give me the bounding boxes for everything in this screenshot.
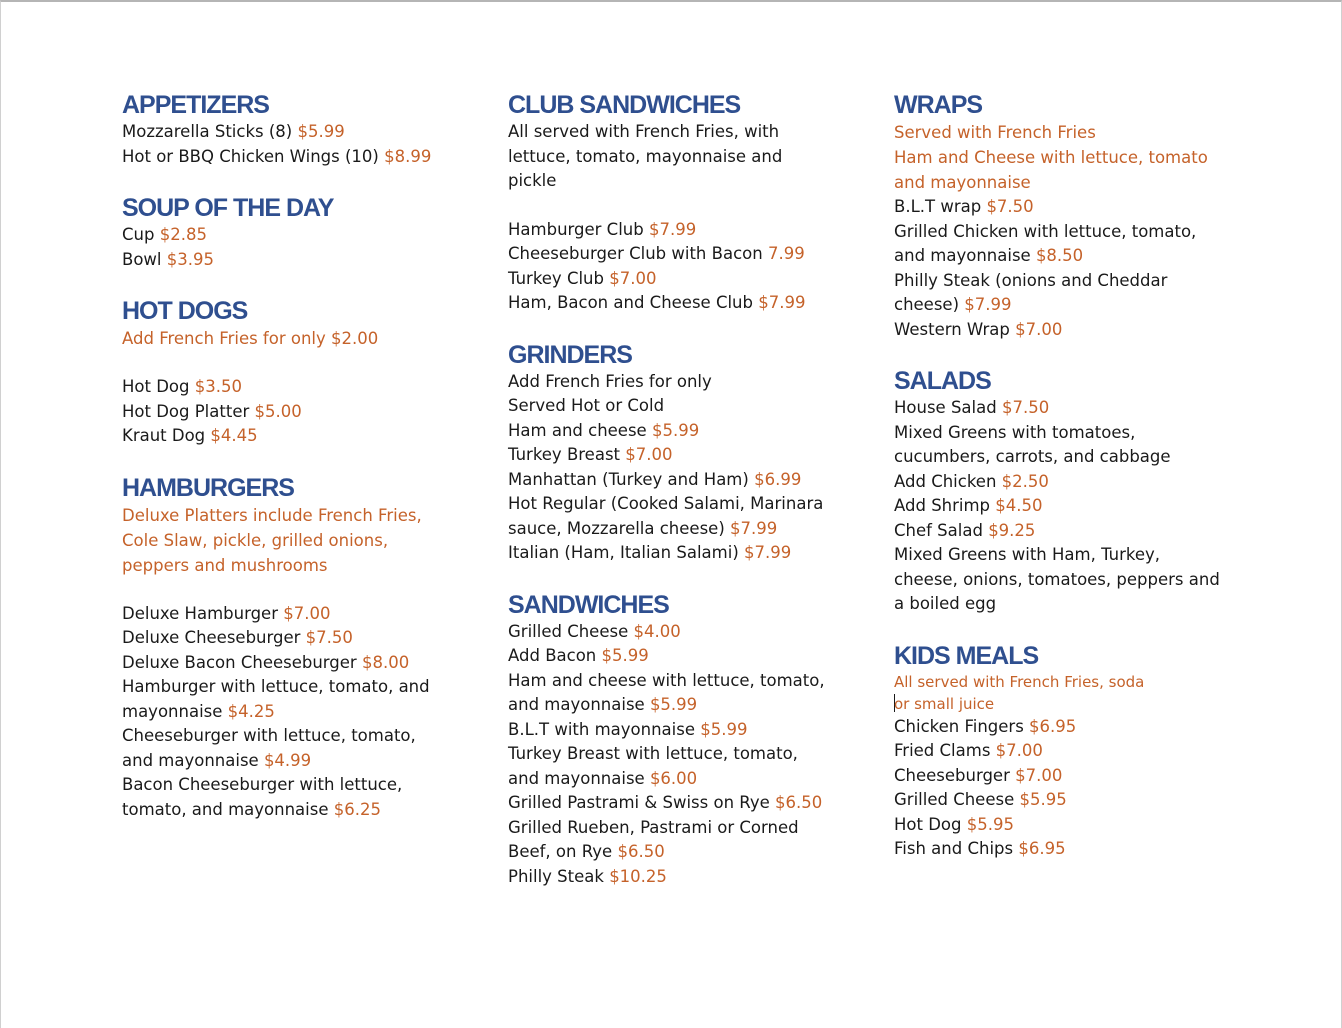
section-note bbox=[894, 693, 1244, 715]
menu-item bbox=[122, 749, 472, 774]
item-price: $5.99 bbox=[297, 122, 345, 141]
item-price: $7.50 bbox=[305, 628, 353, 647]
item-price: $4.45 bbox=[210, 426, 258, 445]
menu-item bbox=[894, 220, 1244, 245]
note-text: Ham and Cheese with lettuce, tomato bbox=[894, 148, 1208, 167]
menu-item bbox=[122, 120, 472, 145]
note-text: Served with French Fries bbox=[894, 123, 1096, 142]
menu-item bbox=[122, 773, 472, 798]
menu-item bbox=[122, 145, 472, 170]
item-price: $5.00 bbox=[254, 401, 302, 421]
item-price: $8.00 bbox=[361, 652, 410, 672]
menu-item bbox=[508, 242, 853, 267]
menu-section-soup-of-the-day bbox=[122, 193, 472, 272]
item-name: Grilled Rueben, Pastrami or Corned bbox=[508, 817, 799, 837]
item-price: $7.00 bbox=[283, 603, 331, 623]
item-name: Turkey Breast with lettuce, tomato, bbox=[508, 744, 798, 763]
item-name: Add French Fries for only bbox=[508, 371, 712, 391]
item-name: and mayonnaise bbox=[508, 695, 650, 714]
item-name: Grilled Cheese bbox=[508, 621, 634, 641]
menu-item bbox=[894, 396, 1244, 421]
menu-item bbox=[508, 541, 853, 566]
item-name: pickle bbox=[508, 171, 557, 190]
menu-item bbox=[508, 370, 853, 395]
menu-section-appetizers bbox=[122, 90, 472, 169]
item-price: $7.00 bbox=[609, 268, 657, 288]
section-heading: SANDWICHES bbox=[508, 590, 669, 619]
menu-item bbox=[508, 791, 853, 816]
menu-item bbox=[894, 715, 1244, 740]
section-heading: CLUB SANDWICHES bbox=[508, 91, 741, 119]
menu-item bbox=[894, 568, 1244, 593]
item-price: $5.99 bbox=[651, 420, 700, 440]
item-name: Served Hot or Cold bbox=[508, 396, 665, 415]
menu-item bbox=[508, 767, 853, 792]
menu-item bbox=[894, 739, 1244, 764]
item-price: $7.99 bbox=[744, 543, 792, 562]
item-price: $7.99 bbox=[964, 295, 1012, 314]
menu-item bbox=[894, 244, 1244, 269]
item-name: Chicken Fingers bbox=[894, 716, 1030, 736]
menu-item bbox=[894, 813, 1244, 838]
section-note bbox=[894, 145, 1244, 170]
menu-item bbox=[894, 445, 1244, 470]
menu-item bbox=[508, 693, 853, 718]
item-name: Grilled Cheese bbox=[894, 790, 1020, 809]
item-name: Add Shrimp bbox=[894, 496, 996, 515]
menu-item bbox=[508, 120, 853, 145]
item-name: and mayonnaise bbox=[894, 246, 1036, 265]
note-text: Cole Slaw, pickle, grilled onions, bbox=[122, 530, 389, 550]
menu-section-wraps bbox=[894, 90, 1244, 342]
menu-column-2 bbox=[508, 90, 853, 913]
menu-section-salads bbox=[894, 366, 1244, 617]
item-price: $2.85 bbox=[159, 225, 207, 244]
menu-item bbox=[894, 293, 1244, 318]
item-name: Kraut Dog bbox=[122, 426, 211, 445]
note-text: Deluxe Platters include French Fries, bbox=[122, 505, 422, 525]
item-name: Turkey Breast bbox=[508, 445, 626, 464]
menu-item bbox=[122, 675, 472, 700]
menu-item bbox=[508, 145, 853, 170]
item-name: Grilled Chicken with lettuce, tomato, bbox=[894, 221, 1197, 241]
item-name: Fried Clams bbox=[894, 741, 996, 760]
section-note bbox=[122, 528, 472, 553]
item-name: Hot Dog Platter bbox=[122, 401, 255, 421]
item-name: Philly Steak bbox=[508, 866, 610, 886]
item-name: Bacon Cheeseburger with lettuce, bbox=[122, 775, 403, 794]
item-name: Add Chicken bbox=[894, 471, 1002, 491]
menu-item bbox=[894, 269, 1244, 294]
item-name: Mozzarella Sticks (8) bbox=[122, 122, 298, 141]
spacer bbox=[122, 351, 472, 375]
item-name: Philly Steak (onions and Cheddar bbox=[894, 270, 1168, 290]
item-price: $7.99 bbox=[730, 518, 778, 538]
item-price: $6.95 bbox=[1018, 839, 1066, 858]
menu-item bbox=[122, 424, 472, 449]
item-name: a boiled egg bbox=[894, 594, 997, 613]
menu-item bbox=[894, 195, 1244, 220]
item-name: tomato, and mayonnaise bbox=[122, 799, 334, 819]
menu-item bbox=[894, 592, 1244, 617]
menu-section-club-sandwiches bbox=[508, 90, 853, 316]
menu-item bbox=[508, 492, 853, 517]
item-price: $6.95 bbox=[1029, 716, 1077, 736]
menu-section-hot-dogs bbox=[122, 296, 472, 449]
menu-item bbox=[508, 468, 853, 493]
section-note bbox=[122, 326, 472, 351]
item-name: Add Bacon bbox=[508, 646, 602, 665]
item-price: $3.50 bbox=[194, 377, 242, 396]
item-price: $7.00 bbox=[1015, 765, 1063, 785]
menu-item bbox=[508, 267, 853, 292]
menu-item bbox=[894, 318, 1244, 343]
item-name: Ham and cheese with lettuce, tomato, bbox=[508, 670, 825, 690]
section-note bbox=[122, 553, 472, 578]
item-price: $5.99 bbox=[649, 695, 698, 714]
menu-item bbox=[122, 375, 472, 400]
menu-item bbox=[894, 543, 1244, 568]
item-price: $7.99 bbox=[648, 219, 697, 239]
menu-item bbox=[894, 519, 1244, 544]
item-name: Mixed Greens with Ham, Turkey, bbox=[894, 545, 1161, 564]
item-name: mayonnaise bbox=[122, 701, 228, 721]
menu-column-1 bbox=[122, 90, 472, 846]
spacer bbox=[508, 194, 853, 218]
menu-item bbox=[894, 788, 1244, 813]
item-name: cheese, onions, tomatoes, peppers and bbox=[894, 569, 1220, 589]
item-name: Italian (Ham, Italian Salami) bbox=[508, 543, 744, 562]
menu-item bbox=[122, 700, 472, 725]
note-text: and mayonnaise bbox=[894, 173, 1031, 192]
item-price: 7.99 bbox=[767, 244, 805, 263]
item-name: Hot or BBQ Chicken Wings (10) bbox=[122, 146, 385, 166]
item-price: $6.25 bbox=[333, 799, 381, 819]
item-name: Western Wrap bbox=[894, 319, 1016, 339]
item-name: cucumbers, carrots, and cabbage bbox=[894, 447, 1171, 466]
menu-item bbox=[508, 218, 853, 243]
item-price: $5.95 bbox=[1019, 790, 1067, 809]
item-name: cheese) bbox=[894, 295, 965, 314]
item-price: $7.99 bbox=[758, 293, 806, 312]
item-price: $5.99 bbox=[601, 646, 649, 665]
menu-item bbox=[508, 816, 853, 841]
note-text: Add French Fries for only $2.00 bbox=[122, 329, 379, 348]
menu-item bbox=[508, 443, 853, 468]
menu-item bbox=[508, 865, 853, 890]
menu-item bbox=[508, 644, 853, 669]
spacer bbox=[122, 578, 472, 602]
menu-item bbox=[122, 651, 472, 676]
section-heading: APPETIZERS bbox=[122, 91, 269, 119]
section-heading: WRAPS bbox=[894, 91, 983, 119]
menu-item bbox=[894, 421, 1244, 446]
menu-section-sandwiches bbox=[508, 590, 853, 890]
menu-item bbox=[508, 620, 853, 645]
item-price: $4.25 bbox=[227, 701, 275, 721]
menu-column-3 bbox=[894, 90, 1244, 886]
item-name: Turkey Club bbox=[508, 268, 610, 288]
section-heading: SOUP OF THE DAY bbox=[122, 194, 334, 222]
menu-item bbox=[508, 169, 853, 194]
item-price: $5.99 bbox=[700, 719, 748, 739]
menu-item bbox=[508, 419, 853, 444]
item-name: Cheeseburger with lettuce, tomato, bbox=[122, 726, 416, 745]
menu-item bbox=[508, 840, 853, 865]
section-heading: HOT DOGS bbox=[122, 297, 248, 325]
item-price: $7.50 bbox=[986, 197, 1034, 216]
item-name: Ham, Bacon and Cheese Club bbox=[508, 293, 759, 312]
menu-item bbox=[894, 837, 1244, 862]
item-price: $4.00 bbox=[633, 621, 681, 641]
item-price: $6.50 bbox=[617, 842, 665, 861]
menu-item bbox=[894, 764, 1244, 789]
item-name: Beef, on Rye bbox=[508, 842, 618, 861]
menu-item bbox=[122, 626, 472, 651]
menu-section-hamburgers bbox=[122, 473, 472, 823]
menu-item bbox=[894, 470, 1244, 495]
item-price: $5.95 bbox=[966, 814, 1014, 834]
section-note bbox=[894, 170, 1244, 195]
menu-item bbox=[122, 248, 472, 273]
item-price: $10.25 bbox=[609, 866, 667, 886]
menu-item bbox=[122, 400, 472, 425]
item-price: $7.50 bbox=[1001, 398, 1050, 417]
note-text: or small juice bbox=[894, 694, 995, 713]
item-name: Hamburger Club bbox=[508, 219, 649, 239]
menu-item bbox=[508, 718, 853, 743]
item-price: $6.00 bbox=[649, 768, 698, 788]
item-name: Cheeseburger Club with Bacon bbox=[508, 244, 768, 263]
item-price: $9.25 bbox=[988, 520, 1036, 540]
item-name: Hamburger with lettuce, tomato, and bbox=[122, 677, 430, 696]
item-name: and mayonnaise bbox=[122, 750, 264, 770]
item-name: Cheeseburger bbox=[894, 765, 1016, 785]
item-name: sauce, Mozzarella cheese) bbox=[508, 518, 731, 538]
item-name: Chef Salad bbox=[894, 520, 989, 540]
note-text: All served with French Fries, soda bbox=[894, 672, 1145, 691]
item-price: $3.95 bbox=[166, 249, 214, 269]
item-name: B.L.T wrap bbox=[894, 197, 987, 216]
item-price: $6.99 bbox=[754, 469, 802, 489]
item-name: and mayonnaise bbox=[508, 768, 650, 788]
section-note bbox=[894, 671, 1244, 693]
item-name: B.L.T with mayonnaise bbox=[508, 719, 701, 739]
item-price: $4.50 bbox=[995, 496, 1043, 515]
item-name: Hot Regular (Cooked Salami, Marinara bbox=[508, 494, 824, 513]
item-name: All served with French Fries, with bbox=[508, 122, 780, 141]
item-name: Bowl bbox=[122, 249, 167, 269]
menu-item bbox=[122, 223, 472, 248]
item-price: $4.99 bbox=[263, 750, 312, 770]
menu-item bbox=[508, 742, 853, 767]
item-name: Ham and cheese bbox=[508, 420, 652, 440]
section-heading: GRINDERS bbox=[508, 340, 632, 369]
item-name: House Salad bbox=[894, 398, 1002, 417]
item-name: Cup bbox=[122, 225, 160, 244]
menu-item bbox=[508, 394, 853, 419]
item-name: Grilled Pastrami & Swiss on Rye bbox=[508, 793, 775, 812]
item-price: $2.50 bbox=[1001, 471, 1049, 491]
section-note bbox=[894, 120, 1244, 145]
item-price: $7.00 bbox=[995, 741, 1043, 760]
item-name: lettuce, tomato, mayonnaise and bbox=[508, 146, 783, 166]
menu-section-grinders bbox=[508, 340, 853, 566]
section-note bbox=[122, 503, 472, 528]
menu-item bbox=[508, 291, 853, 316]
section-heading: SALADS bbox=[894, 367, 991, 395]
item-name: Deluxe Hamburger bbox=[122, 603, 284, 623]
item-name: Fish and Chips bbox=[894, 839, 1019, 858]
menu-item bbox=[122, 798, 472, 823]
item-price: $6.50 bbox=[775, 793, 823, 812]
item-price: $7.00 bbox=[625, 445, 673, 464]
item-price: $8.99 bbox=[384, 146, 432, 166]
item-name: Mixed Greens with tomatoes, bbox=[894, 422, 1136, 442]
menu-item bbox=[894, 494, 1244, 519]
item-price: $8.50 bbox=[1035, 246, 1084, 265]
menu-section-kids-meals bbox=[894, 641, 1244, 862]
item-name: Manhattan (Turkey and Ham) bbox=[508, 469, 755, 489]
item-name: Hot Dog bbox=[894, 814, 967, 834]
section-heading: KIDS MEALS bbox=[894, 641, 1039, 670]
item-name: Deluxe Bacon Cheeseburger bbox=[122, 652, 362, 672]
item-name: Deluxe Cheeseburger bbox=[122, 628, 306, 647]
item-price: $7.00 bbox=[1015, 319, 1063, 339]
menu-item bbox=[508, 669, 853, 694]
item-name: Hot Dog bbox=[122, 377, 195, 396]
menu-item bbox=[508, 517, 853, 542]
section-heading: HAMBURGERS bbox=[122, 473, 294, 502]
note-text: peppers and mushrooms bbox=[122, 555, 328, 575]
menu-item bbox=[122, 724, 472, 749]
menu-item bbox=[122, 602, 472, 627]
